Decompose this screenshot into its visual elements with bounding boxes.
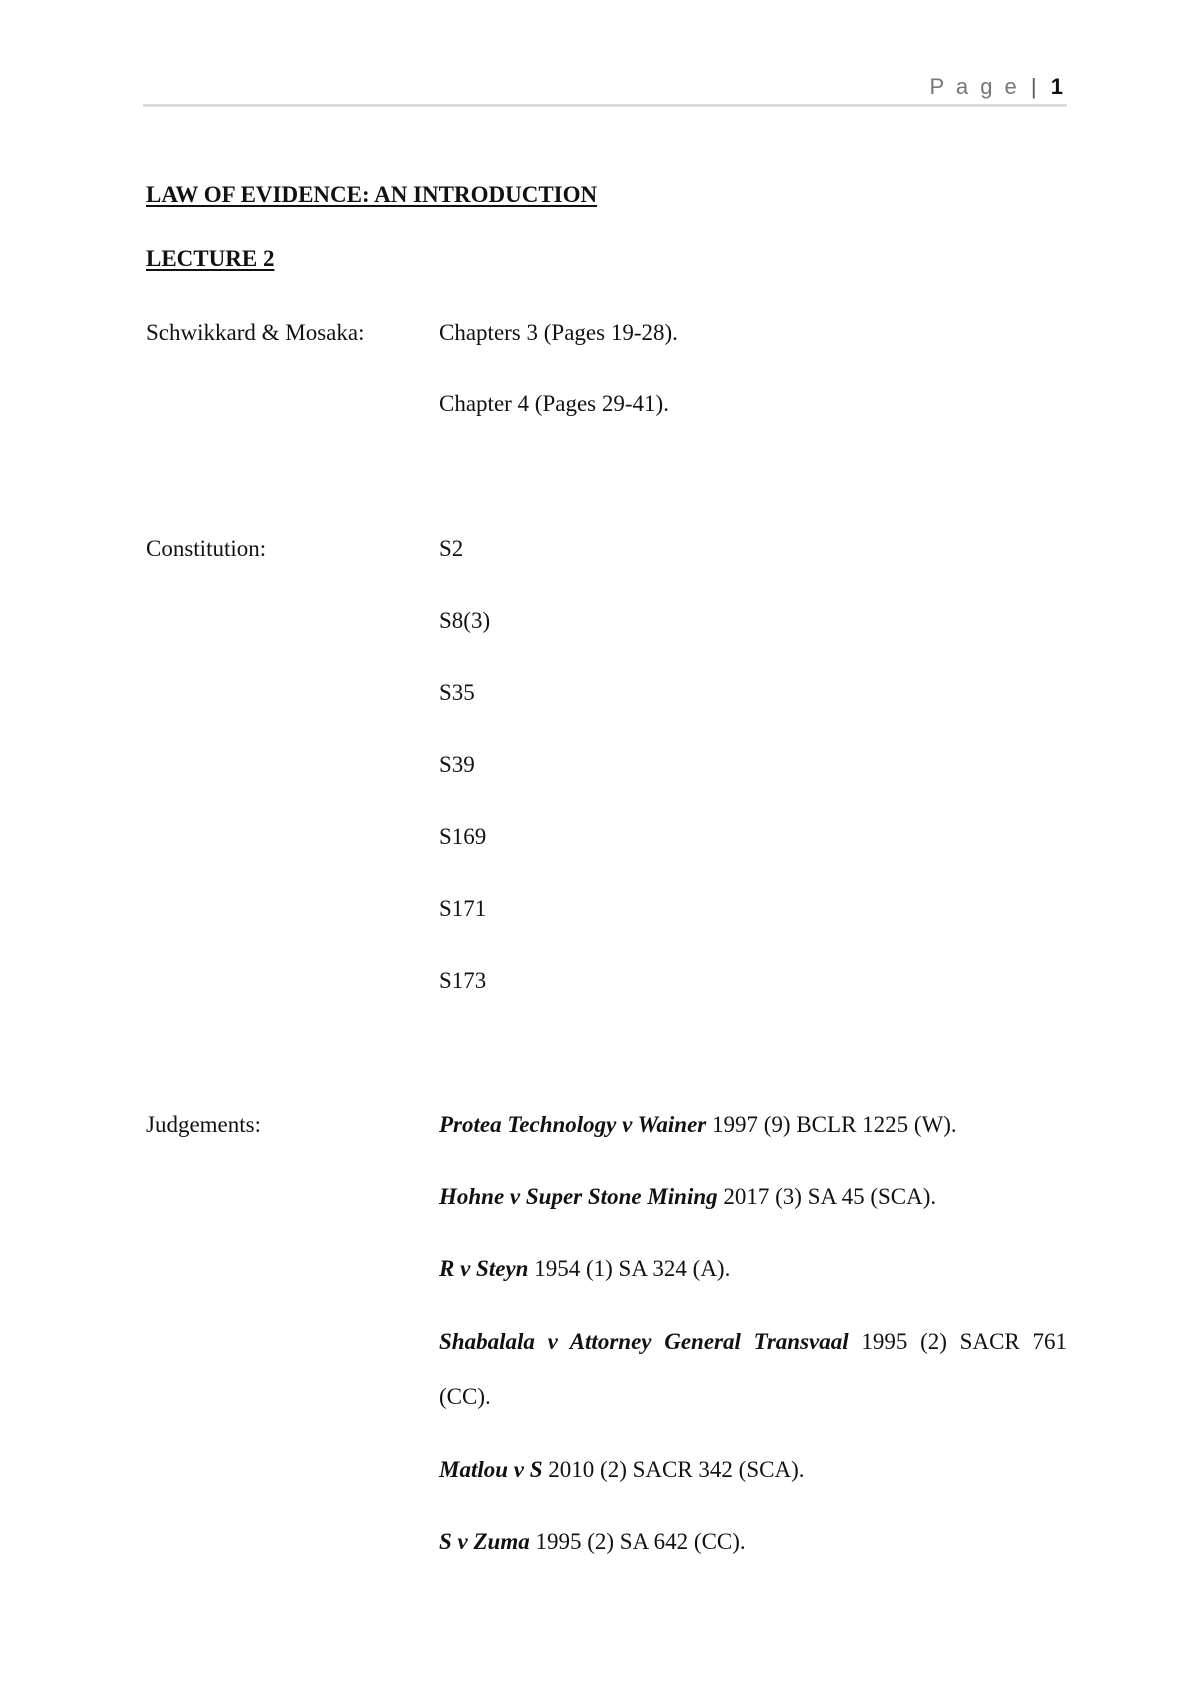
- case-citation: 1997 (9) BCLR 1225 (W).: [706, 1112, 957, 1137]
- constitution-section: S8(3): [439, 608, 491, 633]
- case-citation: 1995 (2) SA 642 (CC).: [529, 1529, 746, 1554]
- constitution-section: S39: [439, 752, 475, 777]
- judgements-label: Judgements:: [146, 1112, 261, 1137]
- constitution-section: S171: [439, 896, 487, 921]
- case-name: Hohne v Super Stone Mining: [439, 1184, 718, 1209]
- constitution-label: Constitution:: [146, 536, 267, 561]
- page-header: [143, 72, 1067, 107]
- document-title: LAW OF EVIDENCE: AN INTRODUCTION: [146, 182, 598, 207]
- judgement-item: [439, 1184, 936, 1210]
- case-citation: 1995 (2) SACR 761 (CC).: [439, 1329, 1067, 1409]
- case-citation: 2017 (3) SA 45 (SCA).: [717, 1184, 937, 1209]
- page-label: P a g e: [929, 74, 1020, 99]
- case-citation: 2010 (2) SACR 342 (SCA).: [542, 1457, 805, 1482]
- judgement-item: [439, 1314, 1067, 1424]
- constitution-section: S169: [439, 824, 487, 849]
- lecture-heading: LECTURE 2: [146, 246, 275, 271]
- page-number-value: 1: [1050, 74, 1063, 99]
- judgement-item: [439, 1529, 746, 1555]
- judgement-item: [439, 1112, 957, 1138]
- judgement-item: [439, 1256, 730, 1282]
- case-name: R v Steyn: [439, 1256, 529, 1281]
- constitution-section: S173: [439, 968, 487, 993]
- reading-item: Chapters 3 (Pages 19-28).: [439, 320, 678, 345]
- judgement-item: [439, 1457, 805, 1483]
- case-name: Matlou v S: [439, 1457, 543, 1482]
- case-citation: 1954 (1) SA 324 (A).: [528, 1256, 731, 1281]
- constitution-section: S35: [439, 680, 475, 705]
- page-separator: |: [1030, 74, 1040, 99]
- case-name: Shabalala v Attorney General Transvaal: [439, 1329, 849, 1354]
- case-name: S v Zuma: [439, 1529, 530, 1554]
- readings-label: Schwikkard & Mosaka:: [146, 320, 365, 345]
- constitution-section: S2: [439, 536, 464, 561]
- page-number: [929, 74, 1063, 100]
- case-name: Protea Technology v Wainer: [439, 1112, 707, 1137]
- reading-item: Chapter 4 (Pages 29-41).: [439, 391, 669, 416]
